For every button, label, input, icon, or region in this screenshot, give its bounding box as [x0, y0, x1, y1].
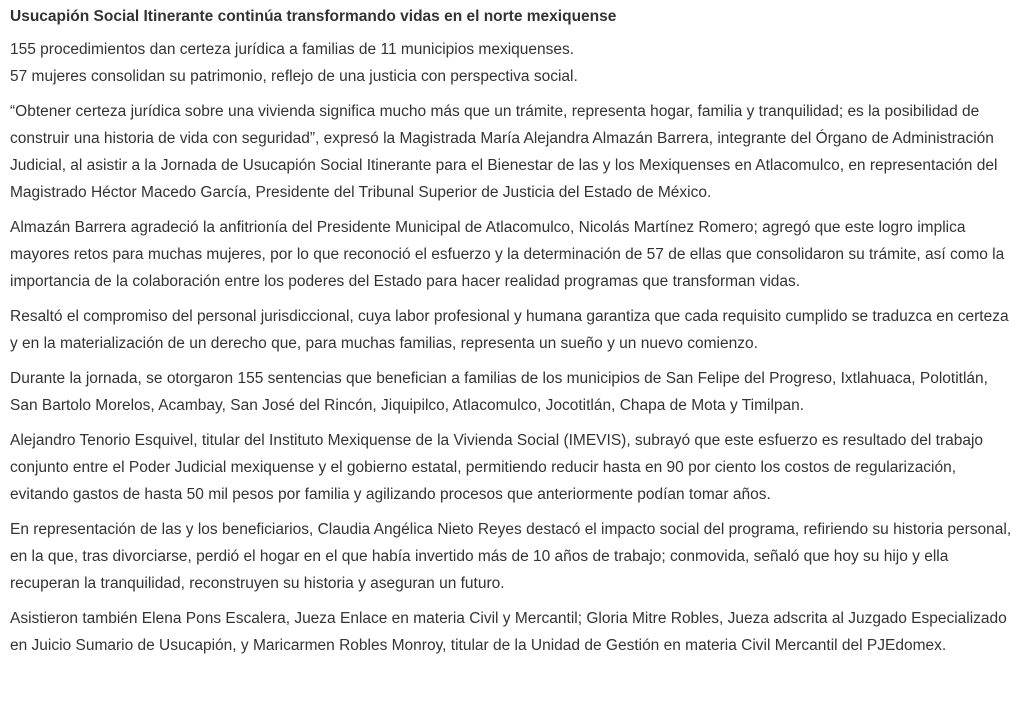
article-paragraph: “Obtener certeza jurídica sobre una vivienda significa mucho más que un trámite, representa hogar, familia y tranquilidad; es la posibilidad de construir una historia de vida con seguridad”, expresó la Magistrada María Alejandra Almazán Barrera, integrante del Órgano de Administración Judicial, al asistir a la Jornada de Usucapión Social Itinerante para el Bienestar de las y los Mexiquenses en Atlacomulco, en representación del Magistrado Héctor Macedo García, Presidente del Tribunal Superior de Justicia del Estado de México. [10, 103, 998, 201]
article-paragraph: En representación de las y los beneficiarios, Claudia Angélica Nieto Reyes destacó el impacto social del programa, refiriendo su historia personal, en la que, tras divorciarse, perdió el hogar en el que había invertido más de 10 años de trabajo; conmovida, señaló que hoy su hijo y ella recuperan la tranquilidad, reconstruyen su historia y aseguran un futuro. [10, 521, 1012, 592]
lead-line: 155 procedimientos dan certeza jurídica a familias de 11 municipios mexiquenses. [10, 41, 575, 58]
article-paragraph: Resaltó el compromiso del personal jurisdiccional, cuya labor profesional y humana garantiza que cada requisito cumplido se traduzca en certeza y en la materialización de un derecho que, para muchas familias, representa un sueño y un nuevo comienzo. [10, 308, 1009, 352]
article-title: Usucapión Social Itinerante continúa transformando vidas en el norte mexiquense [10, 8, 617, 25]
article-paragraph: Asistieron también Elena Pons Escalera, Jueza Enlace en materia Civil y Mercantil; Gloria Mitre Robles, Jueza adscrita al Juzgado Especializado en Juicio Sumario de Usucapión, y Maricarmen Robles Monroy, titular de la Unidad de Gestión en materia Civil Mercantil del PJEdomex. [10, 610, 1007, 654]
article-paragraph: Almazán Barrera agradeció la anfitrionía del Presidente Municipal de Atlacomulco, Nicolás Martínez Romero; agregó que este logro implica mayores retos para muchas mujeres, por lo que reconoció el esfuerzo y la determinación de 57 de ellas que consolidaron su trámite, así como la importancia de la colaboración entre los poderes del Estado para hacer realidad programas que transforman vidas. [10, 219, 1005, 290]
article-lead [10, 36, 1014, 90]
article-paragraph: Durante la jornada, se otorgaron 155 sentencias que benefician a familias de los municipios de San Felipe del Progreso, Ixtlahuaca, Polotitlán, San Bartolo Morelos, Acambay, San José del Rincón, Jiquipilco, Atlacomulco, Jocotitlán, Chapa de Mota y Timilpan. [10, 370, 988, 414]
lead-line: 57 mujeres consolidan su patrimonio, reflejo de una justicia con perspectiva social. [10, 68, 578, 85]
article-paragraph: Alejandro Tenorio Esquivel, titular del Instituto Mexiquense de la Vivienda Social (IMEVIS), subrayó que este esfuerzo es resultado del trabajo conjunto entre el Poder Judicial mexiquense y el gobierno estatal, permitiendo reducir hasta en 90 por ciento los costos de regularización, evitando gastos de hasta 50 mil pesos por familia y agilizando procesos que anteriormente podían tomar años. [10, 432, 984, 503]
